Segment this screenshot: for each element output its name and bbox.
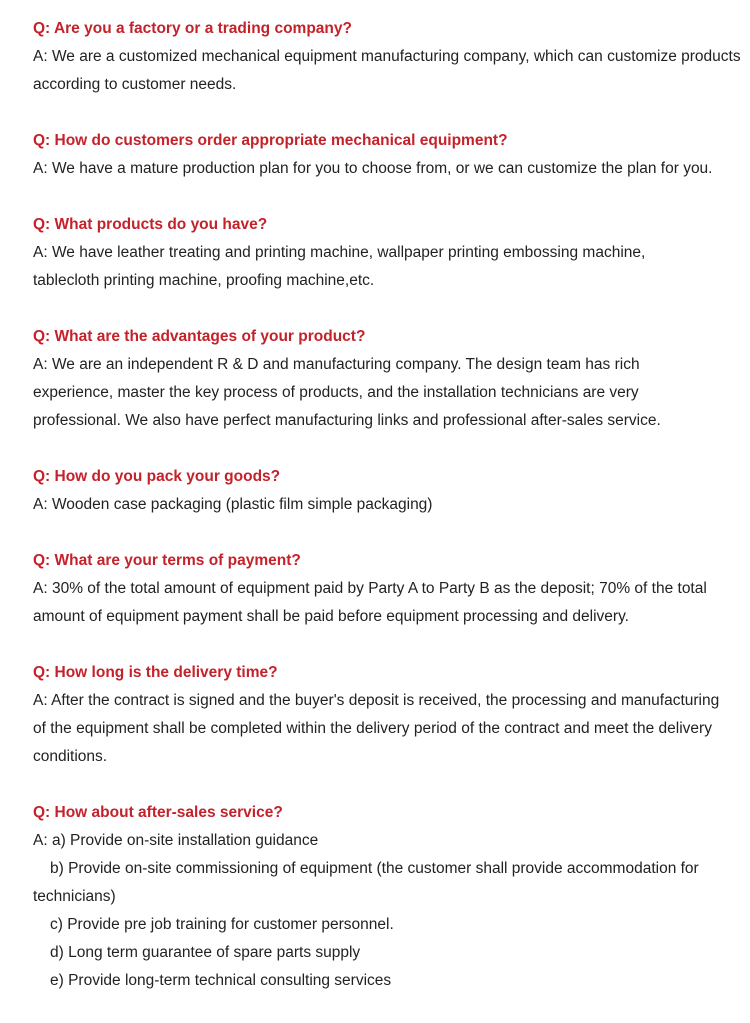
faq-question: Q: What products do you have? [33, 216, 268, 233]
faq-list [33, 15, 745, 1023]
faq-question: Q: How about after-sales service? [33, 804, 283, 821]
faq-answer [33, 155, 745, 183]
answer-text: A: We are a customized mechanical equipment manufacturing company, which can customize products according to customer needs. [33, 48, 741, 93]
faq-answer [33, 575, 745, 631]
answer-text: d) Long term guarantee of spare parts supply [50, 944, 361, 961]
answer-text: A: Wooden case packaging (plastic film simple packaging) [33, 496, 433, 513]
faq-item [33, 799, 745, 995]
answer-text: A: We have a mature production plan for you to choose from, or we can customize the plan for you. [33, 160, 713, 177]
faq-answer [33, 43, 745, 99]
faq-answer [33, 239, 745, 295]
faq-question: Q: What are your terms of payment? [33, 552, 301, 569]
answer-text: b) Provide on-site commissioning of equipment (the customer shall provide accommodation for technicians) [33, 860, 699, 905]
faq-item [33, 547, 745, 631]
faq-question: Q: How do customers order appropriate mechanical equipment? [33, 132, 508, 149]
faq-item [33, 323, 745, 435]
faq-question: Q: What are the advantages of your product? [33, 328, 366, 345]
faq-answer [33, 351, 745, 435]
answer-text: c) Provide pre job training for customer personnel. [50, 916, 394, 933]
answer-text: e) Provide long-term technical consulting services [50, 972, 392, 989]
answer-text: A: We are an independent R & D and manufacturing company. The design team has rich experience, master the key process of products, and the installation technicians are very professional. We also have perfect manufacturing links and professional after-sales service. [33, 356, 661, 429]
faq-answer [33, 491, 745, 519]
answer-text: A: a) Provide on-site installation guidance [33, 832, 319, 849]
answer-text: A: 30% of the total amount of equipment paid by Party A to Party B as the deposit; 70% of the total amount of equipment payment shall be paid before equipment processing and delivery. [33, 580, 707, 625]
faq-item [33, 659, 745, 771]
answer-text: A: After the contract is signed and the buyer's deposit is received, the processing and manufacturing of the equipment shall be completed within the delivery period of the contract and meet the delivery conditions. [33, 692, 720, 765]
answer-text: A: We have leather treating and printing machine, wallpaper printing embossing machine, tablecloth printing machine, proofing machine,etc. [33, 244, 646, 289]
faq-answer [33, 687, 745, 771]
faq-answer [33, 827, 745, 995]
faq-question: Q: Are you a factory or a trading company? [33, 20, 352, 37]
faq-question: Q: How do you pack your goods? [33, 468, 281, 485]
faq-item [33, 15, 745, 99]
faq-question: Q: How long is the delivery time? [33, 664, 278, 681]
faq-item [33, 127, 745, 183]
faq-item [33, 463, 745, 519]
faq-item [33, 211, 745, 295]
